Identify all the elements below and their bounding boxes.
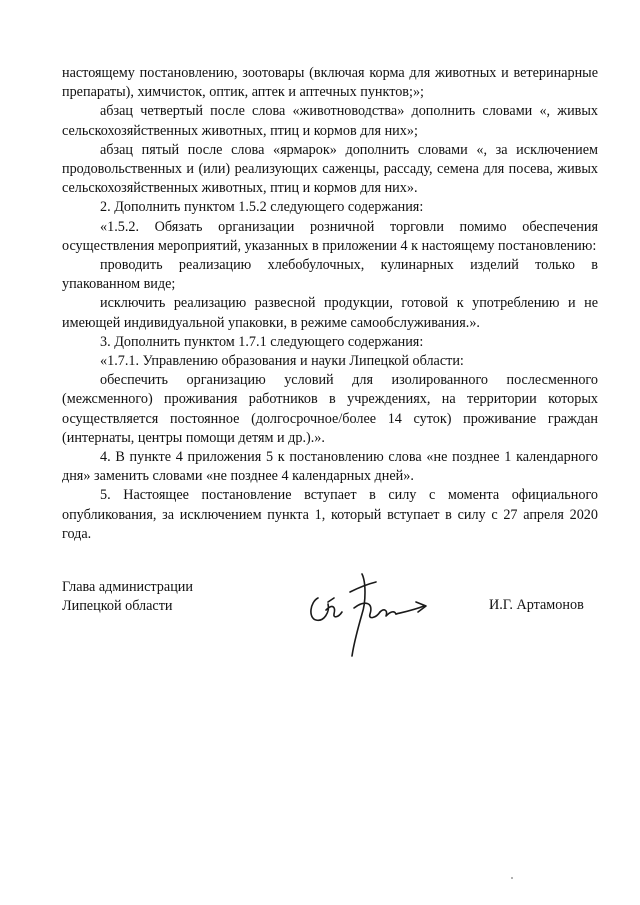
paragraph-item-4: 4. В пункте 4 приложения 5 к постановлению слова «не позднее 1 календарного дня» заменить словами «не позднее 4 календарных дней». <box>62 449 598 485</box>
paragraph-self-service: исключить реализацию развесной продукции, готовой к употреблению и не имеющей индивидуальной упаковки, в режиме самообслуживания.». <box>62 295 598 331</box>
signatory-title-line1: Глава администрации <box>62 579 193 595</box>
scan-speck <box>511 877 513 879</box>
signatory-name: И.Г. Артамонов <box>489 597 584 613</box>
paragraph-item-5: 5. Настоящее постановление вступает в силу с момента официального опубликования, за исключением пункта 1, который вступает в силу с 27 апреля 2020 года. <box>62 487 598 542</box>
document-body <box>62 64 598 544</box>
paragraph-item-3: 3. Дополнить пунктом 1.7.1 следующего содержания: <box>100 333 424 350</box>
paragraph-1-7-1: «1.7.1. Управлению образования и науки Липецкой области: <box>100 353 464 370</box>
paragraph-1-5-2: «1.5.2. Обязать организации розничной торговли помимо обеспечения осуществления мероприятий, указанных в приложении 4 к настоящему постановлению: <box>62 218 598 254</box>
paragraph-item-2: 2. Дополнить пунктом 1.5.2 следующего содержания: <box>100 199 424 216</box>
signatory-title <box>62 578 193 616</box>
paragraph-bread-sales: проводить реализацию хлебобулочных, кулинарных изделий только в упакованном виде; <box>62 257 598 293</box>
paragraph-abzac-5: абзац пятый после слова «ярмарок» дополнить словами «, за исключением продовольственных и (или) реализующих саженцы, рассаду, семена для посева, живых сельскохозяйственных животных, птиц и кормов для них». <box>62 141 598 197</box>
paragraph-continuation: настоящему постановлению, зоотовары (включая корма для животных и ветеринарные препараты), химчисток, оптик, аптек и аптечных пунктов;»; <box>62 65 598 101</box>
signatory-title-line2: Липецкой области <box>62 598 173 614</box>
handwritten-signature-icon <box>300 562 450 662</box>
paragraph-isolated-living: обеспечить организацию условий для изолированного послесменного (межсменного) проживания работников в учреждениях, на территории которых осуществляется постоянное (долгосрочное/более 14 суток) проживание граждан (интернаты, центры помощи детям и др.).». <box>62 372 598 446</box>
paragraph-abzac-4: абзац четвертый после слова «животноводства» дополнить словами «, живых сельскохозяйственных животных, птиц и кормов для них»; <box>62 103 598 139</box>
